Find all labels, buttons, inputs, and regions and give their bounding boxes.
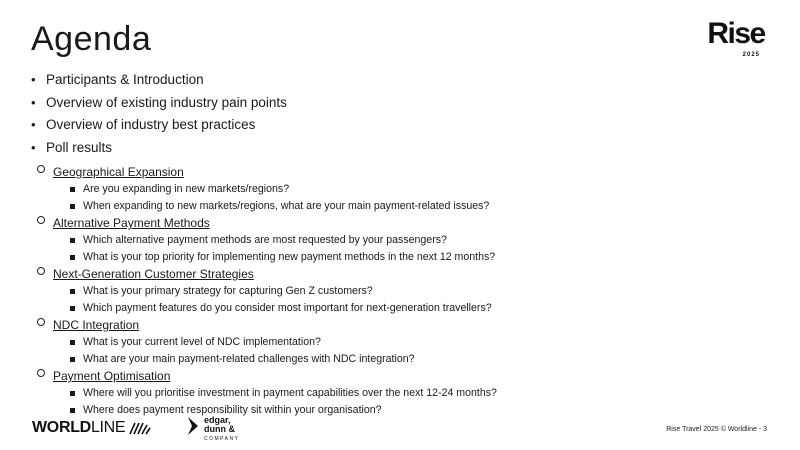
square-bullet-icon <box>70 204 75 209</box>
bullet-icon: • <box>31 117 36 133</box>
poll-topic <box>37 316 497 367</box>
poll-question-text: Where does payment responsibility sit within your organisation? <box>83 403 382 416</box>
poll-question <box>68 300 497 317</box>
poll-question-text: What is your primary strategy for capturing Gen Z customers? <box>83 285 373 297</box>
worldline-logo-thin: LINE <box>90 419 126 436</box>
bullet-icon: • <box>31 94 36 110</box>
square-bullet-icon <box>70 391 75 396</box>
agenda-bullet <box>31 137 287 160</box>
poll-questions <box>53 181 497 214</box>
poll-topic <box>37 265 497 316</box>
edgar-dunn-logo-text <box>204 416 239 444</box>
edgar-dunn-logo <box>186 416 239 444</box>
bullet-icon: • <box>31 72 36 87</box>
agenda-bullet-text: Poll results <box>46 140 113 156</box>
bullet-icon: • <box>31 140 36 156</box>
poll-question-text: Which payment features do you consider most important for next-generation travellers? <box>83 301 492 314</box>
square-bullet-icon <box>70 289 75 294</box>
circle-bullet-icon <box>37 318 45 326</box>
square-bullet-icon <box>70 340 75 345</box>
poll-topic <box>37 214 497 265</box>
poll-question-text: What is your top priority for implementing new payment methods in the next 12 months? <box>83 250 496 263</box>
agenda-bullet-text: Overview of existing industry pain points <box>46 94 287 110</box>
poll-topics <box>37 163 497 418</box>
poll-questions <box>53 283 497 316</box>
poll-question <box>68 181 497 198</box>
circle-bullet-icon <box>37 216 45 224</box>
poll-question <box>68 402 497 419</box>
poll-question <box>68 385 497 402</box>
edgar-line-3: COMPANY <box>204 436 240 442</box>
square-bullet-icon <box>70 306 75 311</box>
rise-logo-word: Rise <box>707 17 765 50</box>
rise-logo-year: 2025 <box>742 52 760 58</box>
poll-topic-heading: Payment Optimisation <box>53 369 171 383</box>
poll-question-text: Which alternative payment methods are most requested by your passengers? <box>83 234 447 246</box>
worldline-logo-text <box>32 419 125 437</box>
poll-question-text: Are you expanding in new markets/regions? <box>83 183 290 195</box>
agenda-bullets <box>31 69 287 160</box>
square-bullet-icon <box>70 408 75 413</box>
agenda-bullet <box>31 92 287 115</box>
poll-question <box>68 198 497 215</box>
circle-bullet-icon <box>37 369 45 377</box>
poll-question <box>68 283 497 300</box>
agenda-bullet-text: Overview of industry best practices <box>46 117 256 133</box>
poll-topic-heading: Alternative Payment Methods <box>53 216 210 230</box>
poll-question <box>68 249 497 266</box>
square-bullet-icon <box>70 238 75 243</box>
poll-question <box>68 351 497 368</box>
poll-topic-heading: Geographical Expansion <box>53 165 184 179</box>
poll-question-text: What is your current level of NDC implementation? <box>83 336 321 348</box>
worldline-logo-bold: WORLD <box>32 419 91 436</box>
footer-page-info: Rise Travel 2025 © Worldline - 3 <box>666 426 767 433</box>
poll-topic <box>37 367 497 418</box>
square-bullet-icon <box>70 255 75 260</box>
edgar-line-1: edgar, <box>204 415 231 425</box>
edgar-line-2: dunn & <box>204 424 235 434</box>
poll-question-text: Where will you prioritise investment in payment capabilities over the next 12-24 months? <box>83 387 497 399</box>
worldline-logo <box>32 420 151 436</box>
circle-bullet-icon <box>37 165 45 173</box>
poll-questions <box>53 232 497 265</box>
agenda-bullet-text: Participants & Introduction <box>46 72 204 87</box>
worldline-waves-icon <box>129 421 151 435</box>
slide-title: Agenda <box>31 20 152 58</box>
poll-topic-heading: Next-Generation Customer Strategies <box>53 267 254 281</box>
poll-topic <box>37 163 497 214</box>
poll-question-text: When expanding to new markets/regions, what are your main payment-related issues? <box>83 199 490 212</box>
poll-questions <box>53 385 497 418</box>
poll-topic-heading: NDC Integration <box>53 318 140 332</box>
square-bullet-icon <box>70 357 75 362</box>
poll-questions <box>53 334 497 367</box>
poll-question <box>68 232 497 249</box>
square-bullet-icon <box>70 187 75 192</box>
agenda-bullet <box>31 114 287 137</box>
rise-logo <box>700 17 772 58</box>
poll-question <box>68 334 497 351</box>
edgar-dunn-mark-icon <box>186 416 200 436</box>
agenda-bullet <box>31 69 287 92</box>
circle-bullet-icon <box>37 267 45 275</box>
poll-question-text: What are your main payment-related challenges with NDC integration? <box>83 352 415 365</box>
